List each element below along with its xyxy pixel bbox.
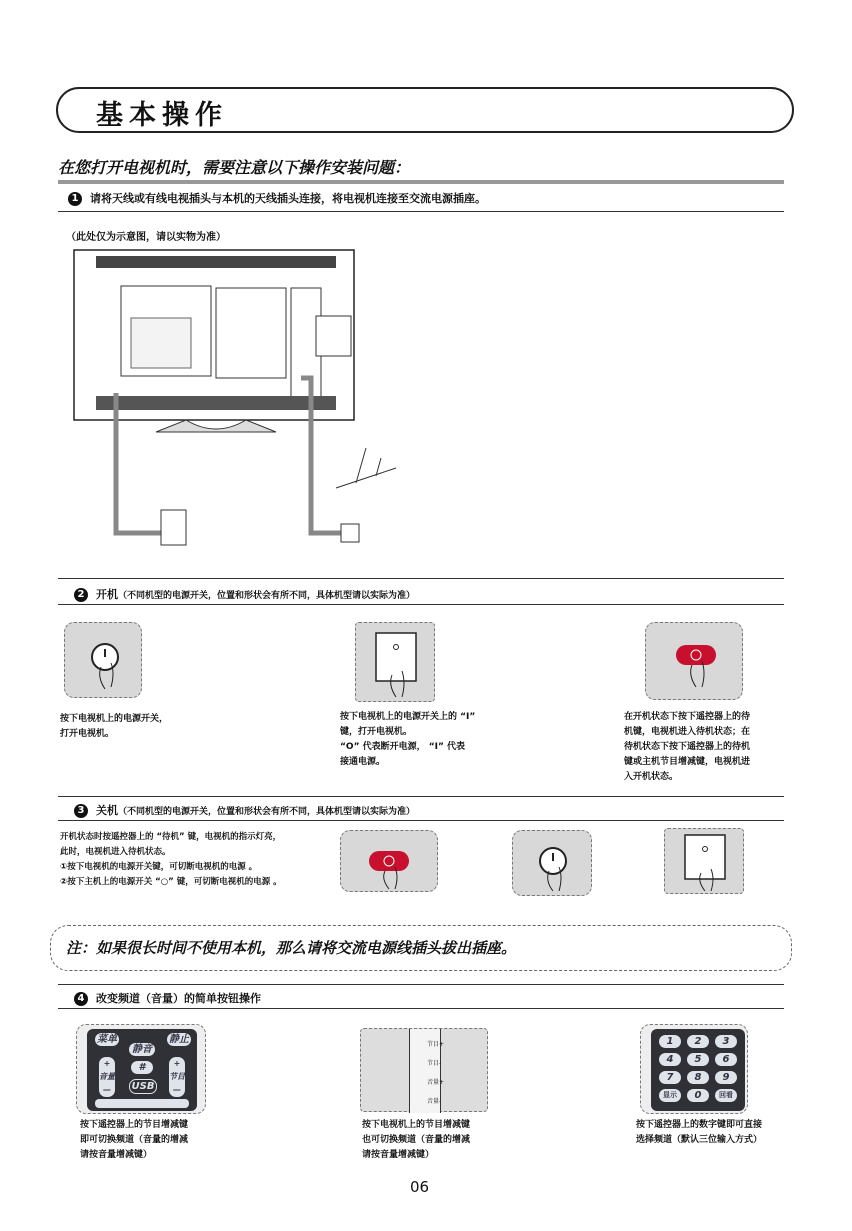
remote-panel [76, 1024, 206, 1114]
power-button-red [676, 645, 716, 665]
wall-socket [161, 510, 186, 545]
tv-side-keys-panel [360, 1028, 488, 1112]
page-subtitle: 在您打开电视机时，需要注意以下操作安装问题： [58, 158, 411, 177]
step1-text: 请将天线或有线电视插头与本机的天线插头连接，将电视机连接至交流电源插座。 [90, 192, 486, 205]
num-key-2: 2 [687, 1035, 709, 1048]
tv-connection-diagram [66, 248, 416, 558]
power-button-red [369, 851, 409, 871]
step2-label: 开机 [96, 588, 118, 601]
header-divider [58, 180, 784, 184]
num-key-9: 9 [715, 1071, 737, 1084]
num-key-5: 5 [687, 1053, 709, 1066]
step1-number: 1 [68, 192, 82, 206]
num-key-8: 8 [687, 1071, 709, 1084]
divider [58, 1008, 784, 1009]
divider [58, 984, 784, 985]
antenna [336, 448, 396, 488]
step1-heading [68, 190, 486, 206]
program-rocker: + 节目 — [169, 1057, 185, 1097]
menu-key: 菜单 [97, 1034, 117, 1045]
step4-caption-1: 按下遥控器上的节目增减键 即可切换频道（音量的增减 请按音量增减键） [80, 1120, 189, 1160]
hash-key: # [131, 1061, 153, 1074]
num-key-6: 6 [715, 1053, 737, 1066]
power-knob-panel [512, 830, 592, 896]
step4-caption-3: 按下遥控器上的数字键即可直接 选择频道（默认三位输入方式） [636, 1120, 763, 1145]
switch-icon [685, 835, 725, 879]
step3-detail: （不同机型的电源开关，位置和形状会有所不同，具体机型请以实际为准） [118, 807, 416, 817]
step4-number: 4 [74, 992, 88, 1006]
step2-detail: （不同机型的电源开关，位置和形状会有所不同，具体机型请以实际为准） [118, 591, 416, 601]
recall-key: 回看 [715, 1089, 737, 1102]
divider [58, 796, 784, 797]
silence-key: 静音 [129, 1043, 155, 1056]
step2-caption-1: 按下电视机上的电源开关， 打开电视机。 [60, 714, 169, 739]
divider [58, 604, 784, 605]
step2-caption-3: 在开机状态下按下遥控器上的待 机键，电视机进入待机状态；在 待机状态下按下遥控器上的待机 键或主机节目增减键，电视机进 入开机状态。 [624, 712, 751, 782]
tv-stand [156, 420, 276, 432]
step4-heading [74, 990, 261, 1006]
step4-label: 改变频道（音量）的简单按钮操作 [96, 992, 261, 1005]
numpad-panel [640, 1024, 748, 1114]
num-key-3: 3 [715, 1035, 737, 1048]
step3-text: 开机状态时按遥控器上的 “待机” 键，电视机的指示灯亮， 此时，电视机进入待机状态。 ①按下电视机的电源开关键，可切断电视机的电源 。 ②按下主机上的电源开关 “○” 键，可切断电视机的电源 。 [60, 832, 282, 887]
vent-grille-top [96, 256, 336, 268]
side-key-labels: 节目+ 节目- 音量+ 音量- [427, 1041, 445, 1105]
step2-caption-2: 按下电视机上的电源开关上的 “I” 键，打开电视机。 “O” 代表断开电源， “I” 代表 接通电源。 [340, 712, 476, 767]
usb-key: USB [129, 1079, 157, 1094]
divider [58, 578, 784, 579]
mute-key: 静止 [169, 1034, 189, 1045]
step2-heading [74, 586, 415, 602]
rocker-switch-panel [664, 828, 744, 894]
num-key-7: 7 [659, 1071, 681, 1084]
num-key-1: 1 [659, 1035, 681, 1048]
vent-grille-bottom [96, 396, 336, 410]
note-text: 注：如果很长时间不使用本机，那么请将交流电源线插头拔出插座。 [66, 939, 517, 957]
divider [58, 211, 784, 212]
playback-keys [95, 1099, 189, 1108]
switch-icon [376, 633, 416, 681]
remote-control [87, 1029, 197, 1111]
num-key-4: 4 [659, 1053, 681, 1066]
step3-label: 关机 [96, 804, 118, 817]
antenna-socket [341, 524, 359, 542]
rocker-switch-panel [355, 622, 435, 702]
numpad-remote [651, 1029, 745, 1111]
display-key: 显示 [659, 1089, 681, 1102]
power-knob-panel [64, 622, 142, 698]
step3-number: 3 [74, 804, 88, 818]
step4-caption-2: 按下电视机上的节目增减键 也可切换频道（音量的增减 请按音量增减键） [362, 1120, 471, 1160]
divider [58, 820, 784, 821]
page-number: 06 [410, 1178, 430, 1196]
step3-heading [74, 802, 415, 818]
volume-rocker: + 音量 — [99, 1057, 115, 1097]
num-key-0: 0 [687, 1089, 709, 1102]
step2-number: 2 [74, 588, 88, 602]
back-cover-right [216, 288, 286, 378]
remote-power-panel [645, 622, 743, 700]
remote-power-panel [340, 830, 438, 892]
step1-note: （此处仅为示意图，请以实物为准） [66, 232, 226, 243]
page-title: 基本操作 [96, 100, 228, 131]
